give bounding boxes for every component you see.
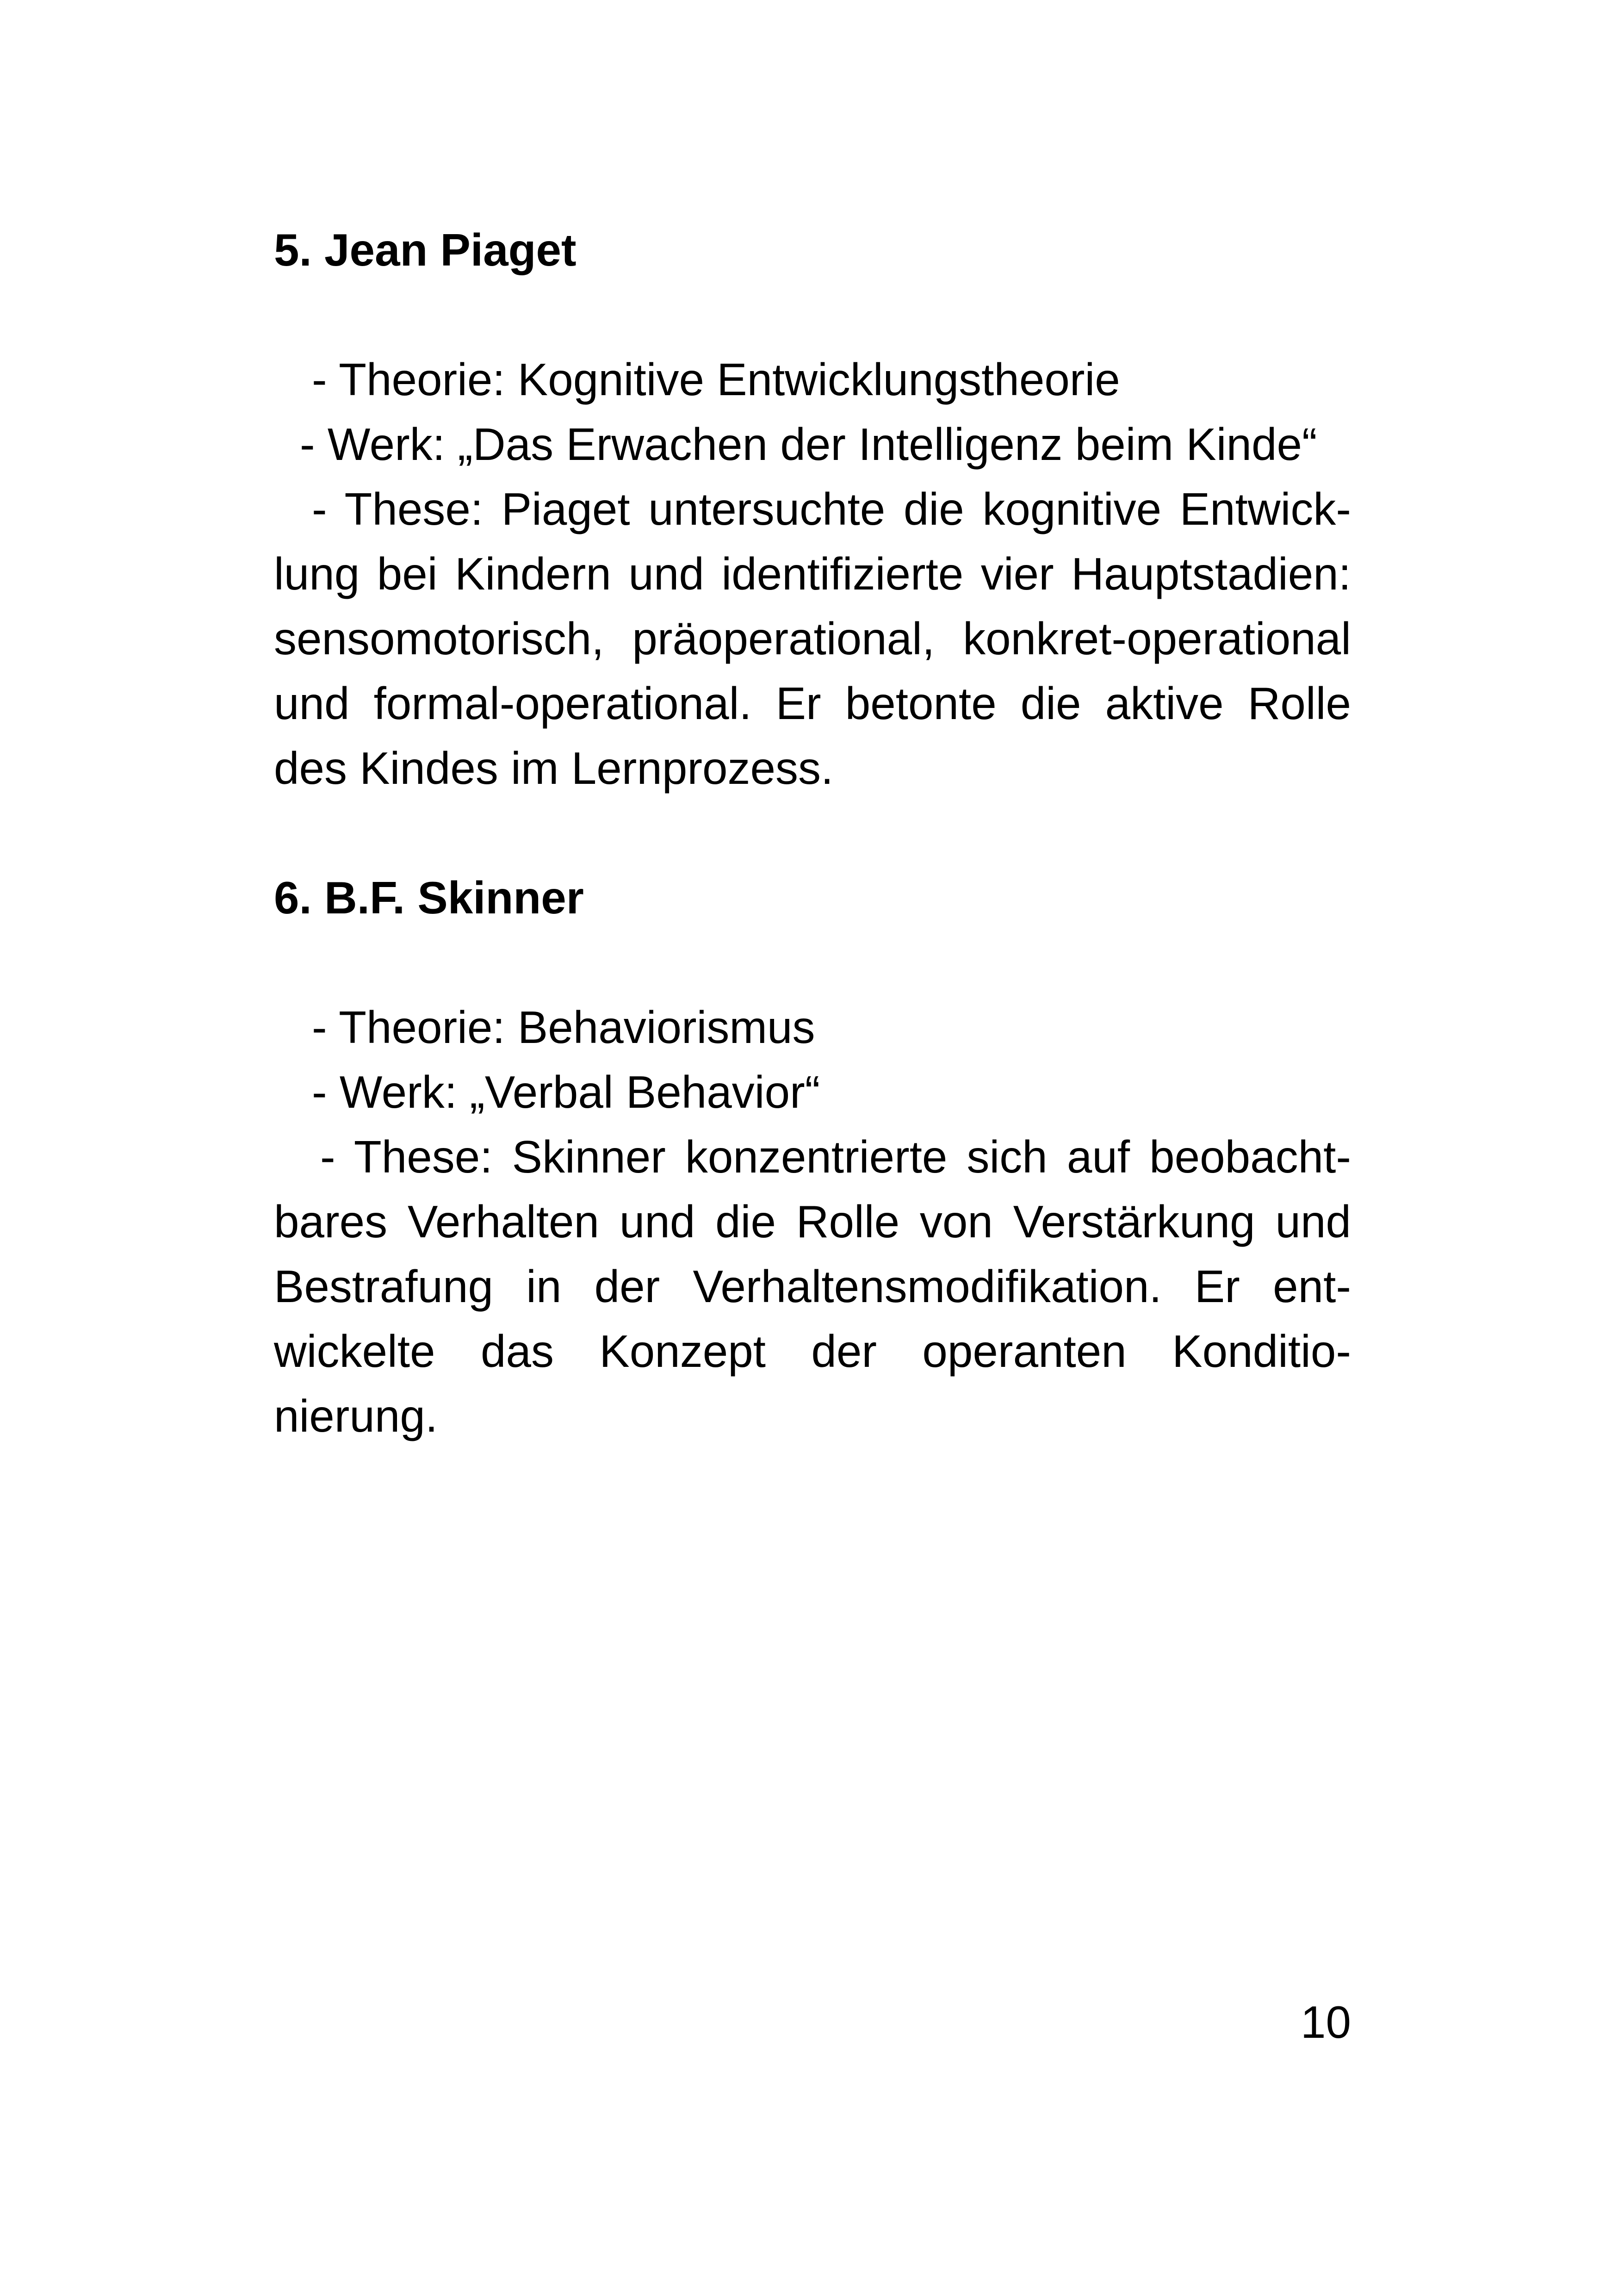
page-number: 10 [1300, 1997, 1351, 2048]
these-line: bares Verhalten und die Rolle von Verstärkung und [274, 1196, 1351, 1247]
these-paragraph-skinner [274, 1124, 1351, 1448]
these-line: Bestrafung in der Verhaltensmodifikation. Er ent- [274, 1261, 1351, 1312]
spacer [274, 282, 1351, 347]
section-title-piaget: 5. Jean Piaget [274, 224, 577, 275]
these-line: und formal-operational. Er betonte die aktive Rolle [274, 678, 1351, 729]
werk-line-skinner: - Werk: „Verbal Behavior“ [312, 1067, 820, 1117]
these-line: nierung. [274, 1390, 438, 1441]
these-line: des Kindes im Lernprozess. [274, 743, 834, 794]
spacer [274, 930, 1351, 995]
werk-line-piaget: - Werk: „Das Erwachen der Intelligenz beim Kinde“ [300, 419, 1317, 470]
theorie-line-piaget: - Theorie: Kognitive Entwicklungstheorie [312, 354, 1120, 405]
these-line: lung bei Kindern und identifizierte vier Hauptstadien: [274, 548, 1351, 599]
these-line: sensomotorisch, präoperational, konkret-operational [274, 613, 1351, 664]
these-paragraph-piaget [274, 477, 1351, 800]
spacer [274, 800, 1351, 865]
these-line: - These: Skinner konzentrierte sich auf beobacht- [320, 1131, 1351, 1182]
section-title-skinner: 6. B.F. Skinner [274, 872, 584, 923]
these-line: wickelte das Konzept der operanten Konditio- [274, 1326, 1351, 1377]
these-line: - These: Piaget untersuchte die kognitive Entwick- [312, 484, 1351, 534]
page-content [274, 217, 1351, 1448]
theorie-line-skinner: - Theorie: Behaviorismus [312, 1002, 815, 1053]
